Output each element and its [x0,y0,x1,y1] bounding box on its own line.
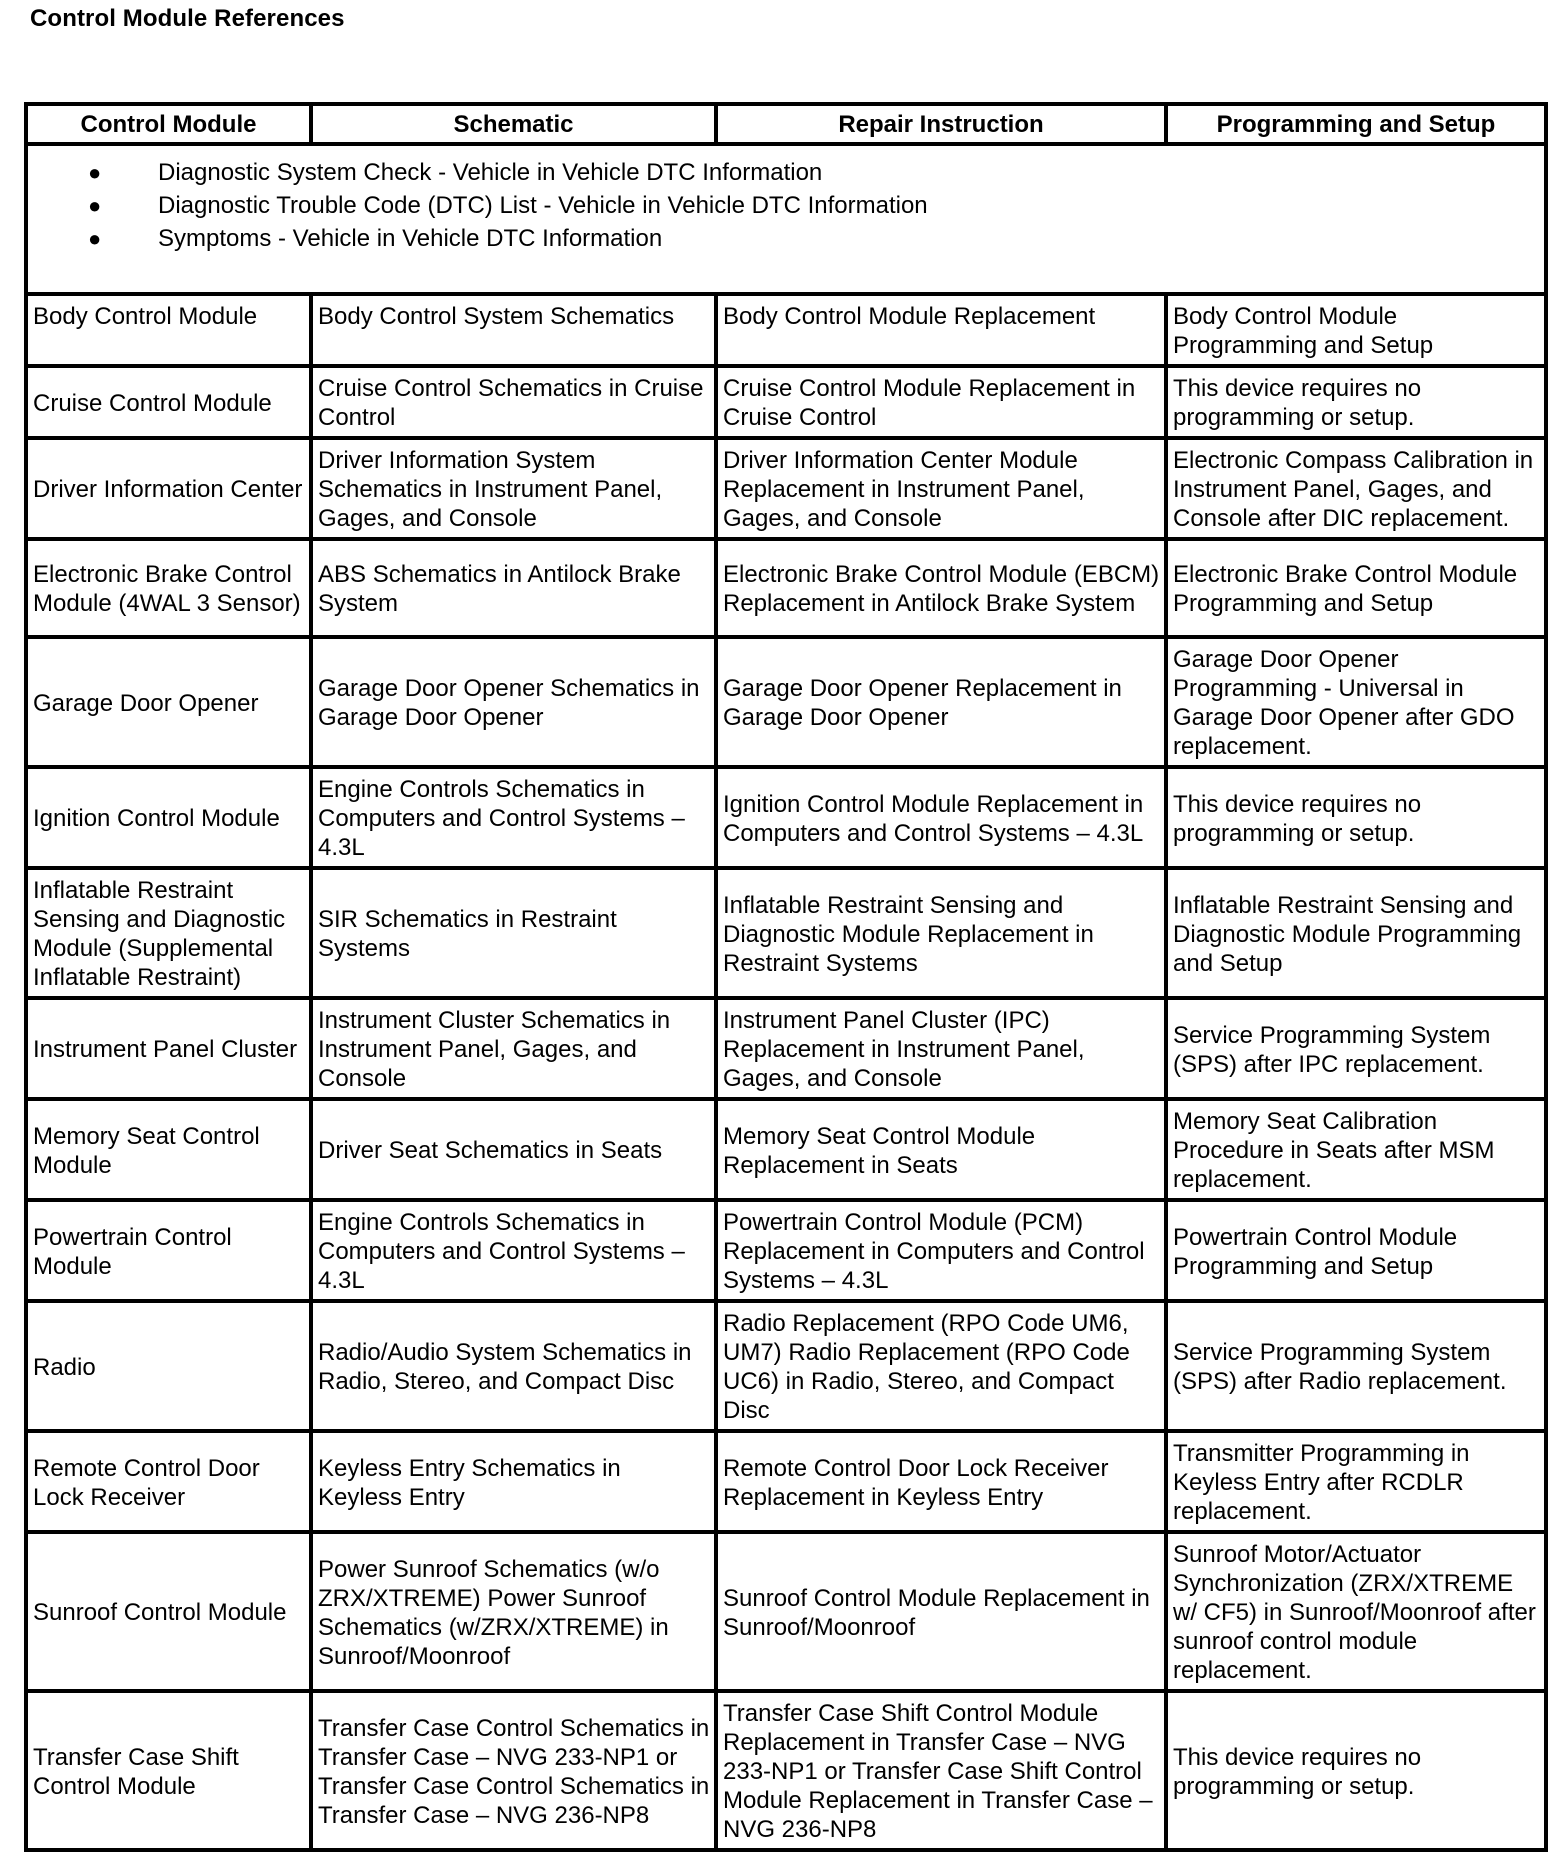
cell-programming-setup: Body Control Module Programming and Setup [1166,294,1546,366]
cell-repair-instruction: Memory Seat Control Module Replacement in Seats [716,1099,1166,1200]
intro-item-text: Diagnostic System Check - Vehicle in Vehicle DTC Information [158,159,823,186]
cell-schematic: Driver Seat Schematics in Seats [311,1099,716,1200]
cell-schematic: Garage Door Opener Schematics in Garage Door Opener [311,637,716,767]
table-row [26,1200,1546,1301]
table-row [26,1532,1546,1691]
cell-schematic: Power Sunroof Schematics (w/o ZRX/XTREME) Power Sunroof Schematics (w/ZRX/XTREME) in Sunroof/Moonroof [311,1532,716,1691]
cell-repair-instruction: Electronic Brake Control Module (EBCM) Replacement in Antilock Brake System [716,539,1166,637]
list-item [88,156,1540,189]
list-item [88,222,1540,255]
table-row [26,868,1546,998]
cell-repair-instruction: Garage Door Opener Replacement in Garage Door Opener [716,637,1166,767]
cell-control-module: Radio [26,1301,311,1431]
cell-repair-instruction: Remote Control Door Lock Receiver Replacement in Keyless Entry [716,1431,1166,1532]
cell-repair-instruction: Driver Information Center Module Replacement in Instrument Panel, Gages, and Console [716,438,1166,539]
cell-schematic: Engine Controls Schematics in Computers and Control Systems – 4.3L [311,1200,716,1301]
cell-schematic: ABS Schematics in Antilock Brake System [311,539,716,637]
intro-item-text: Symptoms - Vehicle in Vehicle DTC Information [158,225,663,252]
cell-programming-setup: Memory Seat Calibration Procedure in Seats after MSM replacement. [1166,1099,1546,1200]
intro-row [26,144,1546,294]
table-row [26,637,1546,767]
cell-repair-instruction: Sunroof Control Module Replacement in Sunroof/Moonroof [716,1532,1166,1691]
cell-control-module: Transfer Case Shift Control Module [26,1691,311,1850]
cell-schematic: Driver Information System Schematics in Instrument Panel, Gages, and Console [311,438,716,539]
cell-schematic: Radio/Audio System Schematics in Radio, Stereo, and Compact Disc [311,1301,716,1431]
header-repair-instruction: Repair Instruction [716,104,1166,144]
cell-programming-setup: Service Programming System (SPS) after Radio replacement. [1166,1301,1546,1431]
cell-control-module: Garage Door Opener [26,637,311,767]
cell-control-module: Remote Control Door Lock Receiver [26,1431,311,1532]
cell-schematic: Engine Controls Schematics in Computers and Control Systems – 4.3L [311,767,716,868]
table-row [26,1691,1546,1850]
header-programming-setup: Programming and Setup [1166,104,1546,144]
cell-repair-instruction: Cruise Control Module Replacement in Cruise Control [716,366,1166,438]
cell-schematic: Instrument Cluster Schematics in Instrument Panel, Gages, and Console [311,998,716,1099]
header-control-module: Control Module [26,104,311,144]
table-row [26,294,1546,366]
cell-schematic: Keyless Entry Schematics in Keyless Entry [311,1431,716,1532]
table-row [26,767,1546,868]
cell-repair-instruction: Inflatable Restraint Sensing and Diagnostic Module Replacement in Restraint Systems [716,868,1166,998]
cell-control-module: Cruise Control Module [26,366,311,438]
cell-programming-setup: Transmitter Programming in Keyless Entry after RCDLR replacement. [1166,1431,1546,1532]
cell-repair-instruction: Transfer Case Shift Control Module Replacement in Transfer Case – NVG 233-NP1 or Transfer Case Shift Control Module Replacement in Transfer Case – NVG 236-NP8 [716,1691,1166,1850]
header-row [26,104,1546,144]
cell-control-module: Memory Seat Control Module [26,1099,311,1200]
table-row [26,998,1546,1099]
cell-control-module: Electronic Brake Control Module (4WAL 3 Sensor) [26,539,311,637]
table-row [26,366,1546,438]
intro-list [88,156,1540,255]
cell-repair-instruction: Ignition Control Module Replacement in Computers and Control Systems – 4.3L [716,767,1166,868]
cell-programming-setup: Powertrain Control Module Programming and Setup [1166,1200,1546,1301]
cell-control-module: Sunroof Control Module [26,1532,311,1691]
cell-repair-instruction: Instrument Panel Cluster (IPC) Replacement in Instrument Panel, Gages, and Console [716,998,1166,1099]
bullet-icon: ● [88,193,102,218]
cell-programming-setup: Service Programming System (SPS) after IPC replacement. [1166,998,1546,1099]
list-item [88,189,1540,222]
cell-control-module: Powertrain Control Module [26,1200,311,1301]
cell-programming-setup: Electronic Compass Calibration in Instrument Panel, Gages, and Console after DIC replacement. [1166,438,1546,539]
cell-programming-setup: Garage Door Opener Programming - Universal in Garage Door Opener after GDO replacement. [1166,637,1546,767]
cell-programming-setup: Sunroof Motor/Actuator Synchronization (ZRX/XTREME w/ CF5) in Sunroof/Moonroof after sunroof control module replacement. [1166,1532,1546,1691]
table-row [26,438,1546,539]
cell-repair-instruction: Body Control Module Replacement [716,294,1166,366]
cell-programming-setup: This device requires no programming or setup. [1166,1691,1546,1850]
cell-programming-setup: This device requires no programming or setup. [1166,366,1546,438]
bullet-icon: ● [88,226,102,251]
intro-cell [26,144,1546,294]
cell-control-module: Ignition Control Module [26,767,311,868]
cell-repair-instruction: Powertrain Control Module (PCM) Replacement in Computers and Control Systems – 4.3L [716,1200,1166,1301]
table-row [26,539,1546,637]
table-row [26,1099,1546,1200]
cell-schematic: SIR Schematics in Restraint Systems [311,868,716,998]
control-module-table [24,102,1548,1852]
cell-schematic: Transfer Case Control Schematics in Transfer Case – NVG 233-NP1 or Transfer Case Control Schematics in Transfer Case – NVG 236-NP8 [311,1691,716,1850]
cell-control-module: Driver Information Center [26,438,311,539]
cell-control-module: Instrument Panel Cluster [26,998,311,1099]
cell-programming-setup: Inflatable Restraint Sensing and Diagnostic Module Programming and Setup [1166,868,1546,998]
table-row [26,1431,1546,1532]
header-schematic: Schematic [311,104,716,144]
cell-schematic: Cruise Control Schematics in Cruise Control [311,366,716,438]
table-row [26,1301,1546,1431]
intro-item-text: Diagnostic Trouble Code (DTC) List - Vehicle in Vehicle DTC Information [158,192,928,219]
page-title: Control Module References [30,5,345,32]
cell-repair-instruction: Radio Replacement (RPO Code UM6, UM7) Radio Replacement (RPO Code UC6) in Radio, Stereo, and Compact Disc [716,1301,1166,1431]
cell-programming-setup: This device requires no programming or setup. [1166,767,1546,868]
cell-programming-setup: Electronic Brake Control Module Programming and Setup [1166,539,1546,637]
cell-control-module: Body Control Module [26,294,311,366]
cell-schematic: Body Control System Schematics [311,294,716,366]
bullet-icon: ● [88,160,102,185]
cell-control-module: Inflatable Restraint Sensing and Diagnostic Module (Supplemental Inflatable Restraint) [26,868,311,998]
